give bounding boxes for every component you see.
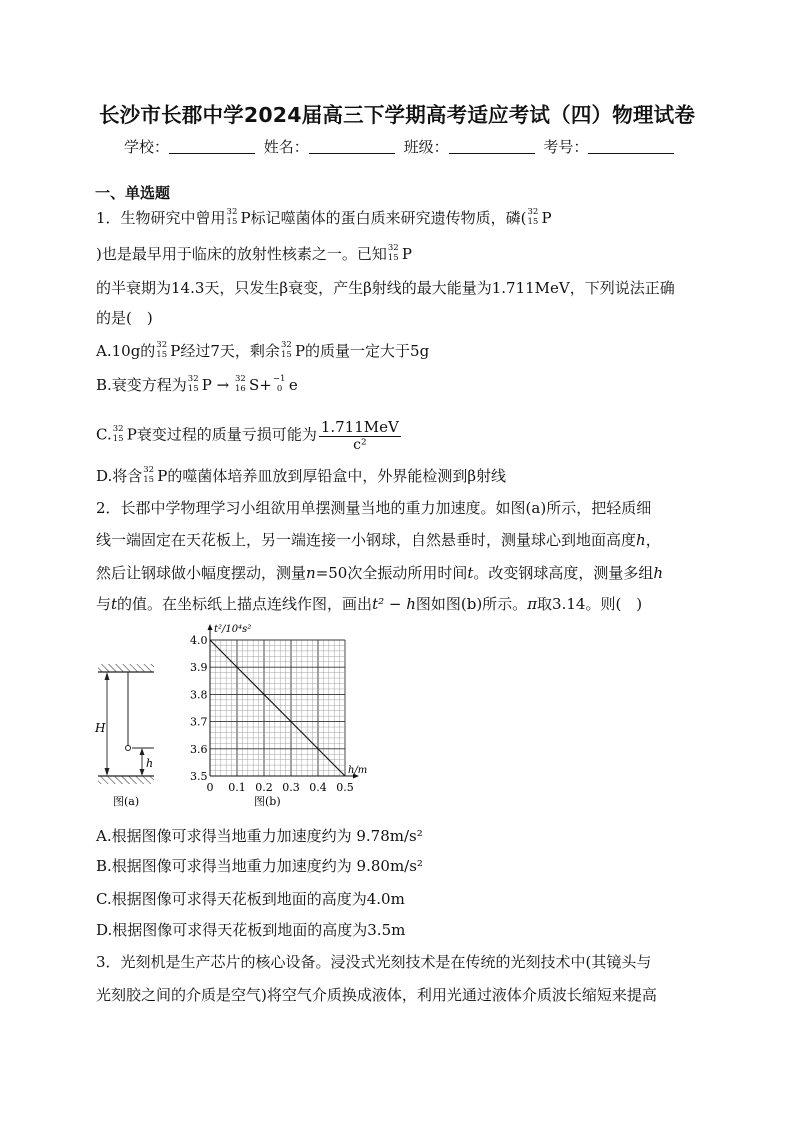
y-tick-label: 4.0 [190, 634, 208, 647]
q2-option-d[interactable]: D.根据图像可求得天花板到地面的高度为3.5m [96, 921, 406, 939]
y-axis-arrow [208, 624, 213, 630]
q1-text: )也是最早用于临床的放射性核素之一。已知 [96, 245, 387, 263]
option-text: P经过7天，剩余 [170, 342, 280, 360]
page-title: 长沙市长郡中学2024届高三下学期高考适应考试（四）物理试卷 [98, 103, 696, 127]
y-tick-label: 3.6 [190, 742, 208, 756]
x-tick-label: 0.5 [336, 781, 354, 794]
q3-line1: 3．光刻机是生产芯片的核心设备。浸没式光刻技术是在传统的光刻技术中(其镜头与 [96, 953, 652, 971]
option-text: P衰变过程的质量亏损可能为 [126, 425, 317, 444]
section-title: 一、单选题 [95, 184, 171, 202]
q1-text: P [401, 245, 412, 263]
y-axis-label: t²/10⁴s² [214, 624, 252, 635]
isotope-p32: 32 15 [187, 374, 199, 394]
option-text: e [288, 376, 298, 394]
school-blank[interactable] [169, 139, 255, 154]
isotope-p32: 32 15 [280, 340, 292, 360]
option-text: C. [96, 425, 112, 444]
option-text: S+ [249, 376, 272, 394]
q1-line3: 的半衰期为14.3天，只发生β衰变，产生β射线的最大能量为1.711MeV，下列说法正确 [96, 279, 675, 297]
isotope-p32: 32 15 [143, 465, 155, 485]
q1-line2 [96, 244, 412, 264]
series-line [210, 640, 345, 776]
q2-line1: 2．长郡中学物理学习小组欲用单摆测量当地的重力加速度。如图(a)所示，把轻质细 [96, 499, 652, 517]
school-label: 学校： [124, 138, 170, 156]
option-text: P的质量一定大于5g [294, 342, 430, 360]
q2-option-b[interactable]: B.根据图像可求得当地重力加速度约为 9.80m/s² [96, 857, 423, 875]
option-text: P → [201, 376, 234, 394]
q1-option-b[interactable] [96, 375, 298, 395]
q2-option-a[interactable]: A.根据图像可求得当地重力加速度约为 9.78m/s² [96, 827, 423, 845]
isotope-electron: −1 0 [272, 374, 286, 394]
q2-option-c[interactable]: C.根据图像可求得天花板到地面的高度为4.0m [96, 890, 405, 908]
isotope-p32: 32 15 [527, 207, 539, 227]
x-tick-label: 0.1 [228, 781, 246, 794]
figure-a-pendulum [90, 660, 170, 810]
x-tick-label: 0.4 [309, 781, 327, 794]
class-blank[interactable] [449, 139, 535, 154]
class-label: 班级： [403, 138, 449, 156]
x-axis-label: h/m [348, 765, 368, 776]
label-H: H [95, 721, 106, 735]
x-tick-label: 0 [206, 781, 214, 794]
q2-line4: 与t的值。在坐标纸上描点连线作图，画出t² − h图如图(b)所示。π取3.14。则( ) [96, 595, 643, 613]
q3-line2: 光刻胶之间的介质是空气)将空气介质换成液体，利用光通过液体介质波长缩短来提高 [96, 986, 657, 1004]
name-blank[interactable] [309, 139, 395, 154]
q2-line3: 然后让钢球做小幅度摆动，测量n=50次全振动所用时间t。改变钢球高度，测量多组h [96, 564, 664, 582]
q1-line1 [96, 208, 552, 228]
q1-line4: 的是( ) [96, 309, 153, 327]
q1-text: 1．生物研究中曾用 [96, 209, 226, 227]
figure-a-caption: 图(a) [113, 795, 140, 808]
q1-option-d[interactable] [96, 466, 506, 486]
isotope-p32: 32 15 [226, 207, 238, 227]
y-tick-label: 3.8 [190, 688, 208, 702]
exam-no-label: 考号： [543, 138, 589, 156]
option-text: B.衰变方程为 [96, 376, 187, 394]
q1-text: P [541, 209, 552, 227]
figure-b-chart [182, 618, 382, 812]
q1-text: P标记噬菌体的蛋白质来研究遗传物质，磷( [240, 209, 527, 227]
isotope-p32: 32 15 [387, 243, 399, 263]
q2-line2: 线一端固定在天花板上，另一端连接一小钢球，自然悬垂时，测量球心到地面高度h， [96, 531, 661, 549]
option-text: P的噬菌体培养皿放到厚铅盒中，外界能检测到β射线 [157, 467, 507, 485]
q1-option-c[interactable] [96, 418, 403, 453]
figure-b-caption: 图(b) [254, 795, 281, 808]
label-h: h [146, 757, 154, 770]
y-tick-label: 3.7 [190, 715, 208, 729]
y-tick-label: 3.5 [190, 770, 208, 783]
option-text: A.10g的 [96, 342, 156, 360]
x-tick-label: 0.2 [255, 781, 273, 794]
isotope-p32: 32 15 [112, 423, 124, 444]
exam-no-blank[interactable] [588, 139, 674, 154]
q1-option-a[interactable] [96, 341, 429, 361]
option-text: D.将含 [96, 467, 143, 485]
isotope-p32: 32 15 [156, 340, 168, 360]
energy-fraction: $\frac{\text{1.711MeV}}{\text{c²}}$ [320, 418, 399, 453]
isotope-s32: 32 16 [235, 374, 246, 394]
x-tick-label: 0.3 [282, 781, 300, 794]
name-label: 姓名： [263, 138, 309, 156]
student-info-row [124, 136, 678, 157]
y-tick-label: 3.9 [190, 661, 208, 675]
